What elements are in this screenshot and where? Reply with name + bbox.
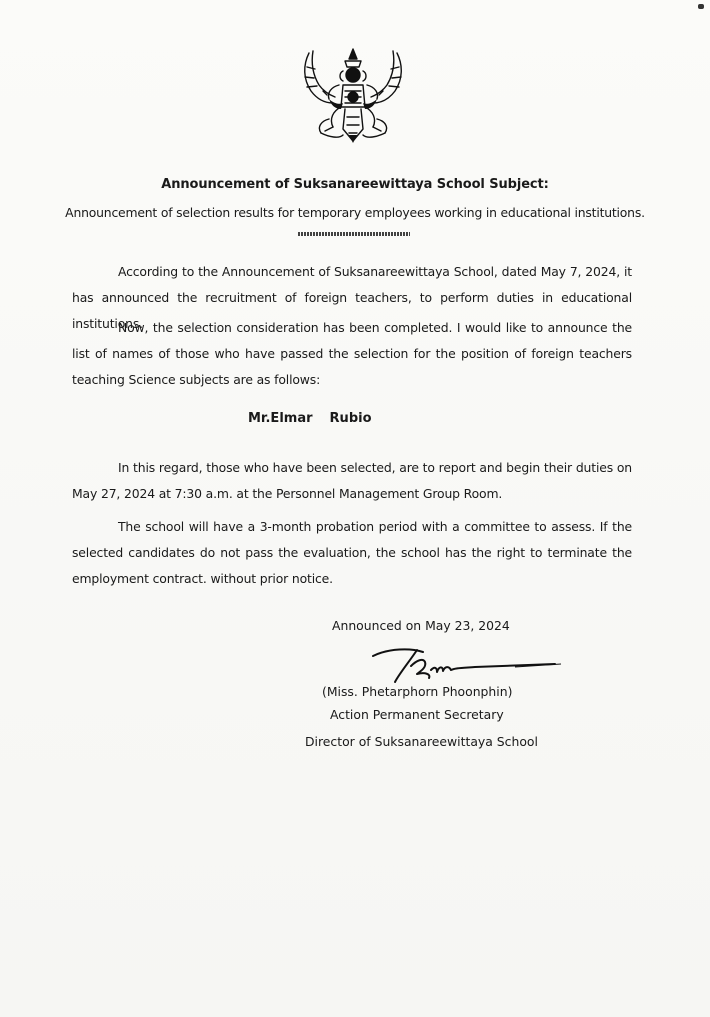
paragraph-probation: The school will have a 3-month probation period with a committee to assess. If the selected candidates do not pass the evaluation, the school has the right to terminate the employment contract. without prior notice. xyxy=(72,519,632,586)
signer-title: Director of Suksanareewittaya School xyxy=(305,734,538,749)
selected-candidate-name: Mr.Elmar Rubio xyxy=(248,411,372,426)
garuda-emblem-icon xyxy=(299,45,407,145)
signer-position: Action Permanent Secretary xyxy=(330,707,504,722)
announcement-date: Announced on May 23, 2024 xyxy=(332,618,510,633)
paragraph-report-duty: In this regard, those who have been selected, are to report and begin their duties on May 27, 2024 at 7:30 a.m. at the Personnel Management Group Room. xyxy=(72,460,632,501)
scan-speck xyxy=(698,4,704,9)
document-title: Announcement of Suksanareewittaya School Subject: xyxy=(161,177,549,192)
title-divider xyxy=(298,232,410,236)
handwritten-signature-icon xyxy=(365,640,565,690)
paragraph-selection: Now, the selection consideration has been completed. I would like to announce the list of names of those who have passed the selection for the position of foreign teachers teaching Science subjects are as follows: xyxy=(72,320,632,387)
paragraph-recruitment: According to the Announcement of Suksanareewittaya School, dated May 7, 2024, it has announced the recruitment of foreign teachers, to perform duties in educational institutions. xyxy=(72,264,632,331)
document-subtitle: Announcement of selection results for temporary employees working in educational institutions. xyxy=(65,205,645,220)
signer-name: (Miss. Phetarphorn Phoonphin) xyxy=(322,684,513,699)
